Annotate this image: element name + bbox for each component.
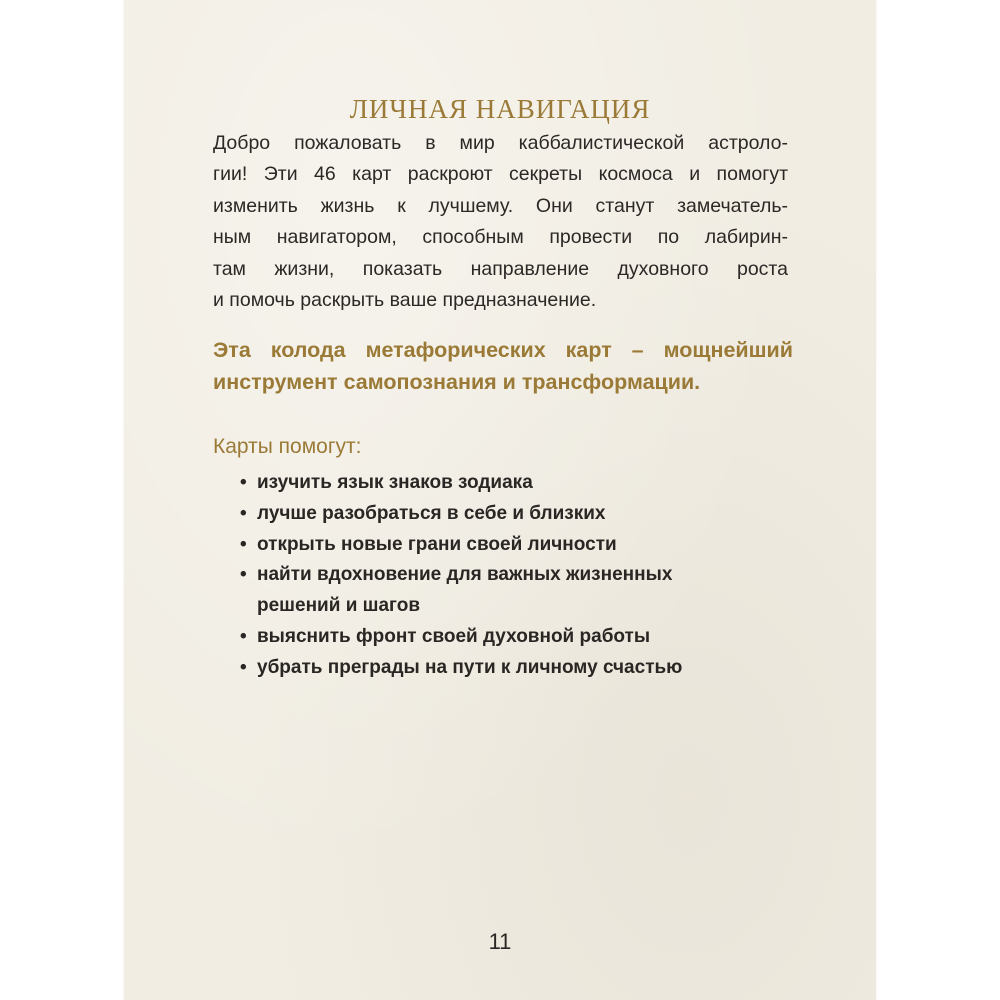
callout-paragraph — [213, 334, 793, 398]
list-item — [240, 622, 800, 653]
list-item-text: найти вдохновение для важных жизненных решений и шагов — [257, 564, 673, 617]
list-item-text: открыть новые грани своей личности — [257, 533, 617, 555]
intro-line: ным навигатором, способным провести по лабирин- — [213, 226, 788, 249]
list-item — [240, 560, 800, 622]
page-title: ЛИЧНАЯ НАВИГАЦИЯ — [349, 94, 651, 124]
list-item-text: убрать преграды на пути к личному счастью — [257, 656, 683, 678]
list-item — [240, 530, 800, 561]
book-page — [124, 0, 876, 1000]
callout-line: инструмент самопознания и трансформации. — [213, 370, 701, 394]
list-item — [240, 468, 800, 499]
list-heading: Карты помогут: — [213, 435, 362, 458]
bullet-icon: • — [240, 656, 247, 678]
bullet-icon: • — [240, 564, 247, 586]
bullet-icon: • — [240, 502, 247, 524]
page-number: 11 — [488, 929, 512, 954]
callout-line: Эта колода метафорических карт – мощнейший — [213, 338, 793, 362]
intro-line: гии! Эти 46 карт раскроют секреты космоса и помогут — [213, 163, 788, 186]
intro-paragraph — [213, 128, 788, 316]
bullet-list — [240, 468, 800, 684]
intro-line: и помочь раскрыть ваше предназначение. — [213, 289, 597, 312]
list-item-text: лучше разобраться в себе и близких — [257, 502, 606, 524]
bullet-icon: • — [240, 625, 247, 647]
bullet-icon: • — [240, 533, 247, 555]
list-item-text: изучить язык знаков зодиака — [257, 472, 533, 493]
bullet-icon: • — [240, 472, 247, 493]
list-item — [240, 653, 800, 684]
list-item — [240, 499, 800, 530]
intro-line: там жизни, показать направление духовного роста — [213, 257, 788, 280]
intro-line: Добро пожаловать в мир каббалистической астроло- — [213, 132, 788, 154]
intro-line: изменить жизнь к лучшему. Они станут замечатель- — [213, 194, 788, 217]
list-item-text: выяснить фронт своей духовной работы — [257, 625, 651, 647]
